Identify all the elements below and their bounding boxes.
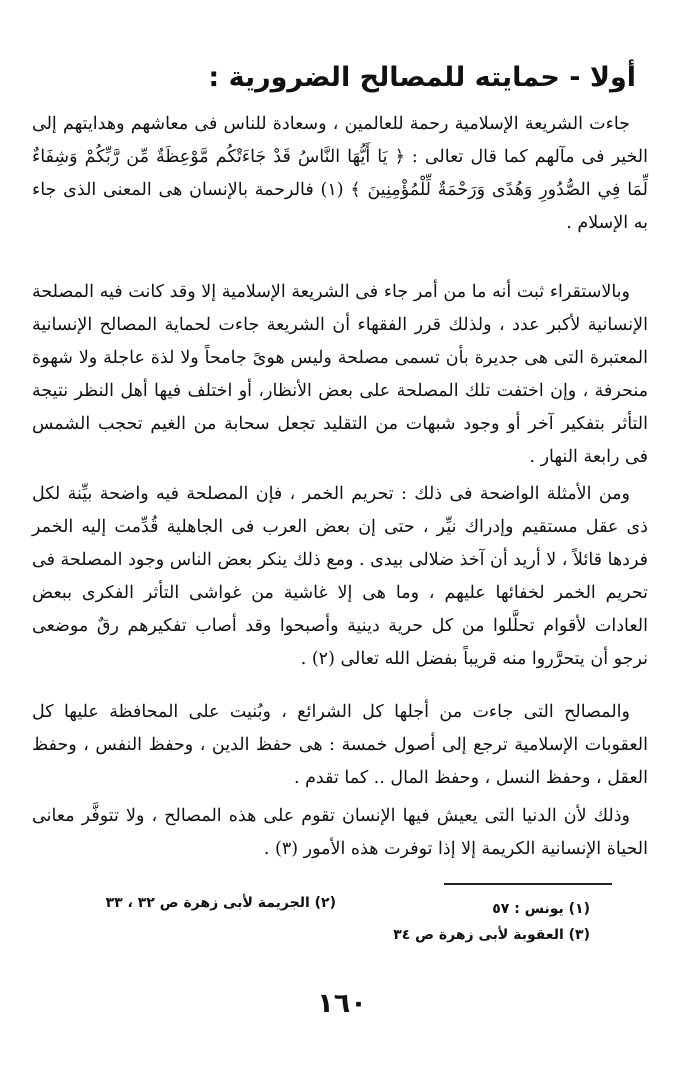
paragraph-2: وبالاستقراء ثبت أنه ما من أمر جاء فى الشريعة الإسلامية إلا وقد كانت فيه المصلحة الإنسانية لأكبر عدد ، ولذلك قرر الفقهاء أن الشريعة جاءت لحماية المصالح الإنسانية المعتبرة التى هى جديرة بأن تسمى مصلحة وليس هوىً جامحاً ولا لذة عاجلة ولا شهوة منحرفة ، وإن اختفت تلك المصلحة على بعض الأنظار، أو اختلف فيها أهل النظر نتيجة التأثر بتفكير آخر أو وجود شبهات من التقليد تجعل سحابة من الغيم تحجب الشمس فى رابعة النهار . xyxy=(32,282,648,467)
page-number: ١٦٠ xyxy=(317,988,367,1019)
paragraph-3: ومن الأمثلة الواضحة فى ذلك : تحريم الخمر ، فإن المصلحة فيه واضحة بيِّنة لكل ذى عقل مستقيم وإدراك نيِّر ، حتى إن بعض العرب فى الجاهلية قُدِّمت إليه الخمر فردها قائلاً ، لا أريد أن آخذ ضلالى بيدى . ومع ذلك ينكر بعض الناس وجود المصلحة فى تحريم الخمر لخفائها عليهم ، وما هى إلا غاشية من غواشى التأثر الفكرى ببعض العادات لأقوام تحلَّلوا من كل حرية دينية وأصبحوا وقد أصاب تفكيرهم رقٌ موضعى نرجو أن يتحرَّروا منه قريباً بفضل الله تعالى (٢) . xyxy=(32,484,648,669)
footnote-2: (٢) الجريمة لأبى زهرة ص ٣٢ ، ٣٣ xyxy=(105,895,336,911)
footnote-divider xyxy=(444,883,612,885)
section-heading: أولا - حمايته للمصالح الضرورية : xyxy=(208,62,636,93)
footnote-1: (١) يونس : ٥٧ xyxy=(492,901,590,917)
paragraph-1: جاءت الشريعة الإسلامية رحمة للعالمين ، وسعادة للناس فى معاشهم وهدايتهم إلى الخير فى مآلهم كما قال تعالى : ﴿ يَا أَيُّهَا النَّاسُ قَدْ جَاءَتْكُم مَّوْعِظَةٌ مِّن رَّبِّكُمْ وَشِفَاءٌ لِّمَا فِي الصُّدُورِ وَهُدًى وَرَحْمَةٌ لِّلْمُؤْمِنِينَ ﴾ (١) فالرحمة بالإنسان هى المعنى الذى جاء به الإسلام . xyxy=(32,114,648,233)
paragraph-5: وذلك لأن الدنيا التى يعيش فيها الإنسان تقوم على هذه المصالح ، ولا تتوفَّر معانى الحياة الإنسانية الكريمة إلا إذا توفرت هذه الأمور (٣) . xyxy=(32,806,648,859)
footnote-3: (٣) العقوبة لأبى زهرة ص ٣٤ xyxy=(393,927,590,943)
paragraph-4: والمصالح التى جاءت من أجلها كل الشرائع ، وبُنيت على المحافظة عليها كل العقوبات الإسلامية ترجع إلى أصول خمسة : هى حفظ الدين ، وحفظ النفس ، وحفظ العقل ، وحفظ النسل ، وحفظ المال .. كما تقدم . xyxy=(32,702,648,788)
